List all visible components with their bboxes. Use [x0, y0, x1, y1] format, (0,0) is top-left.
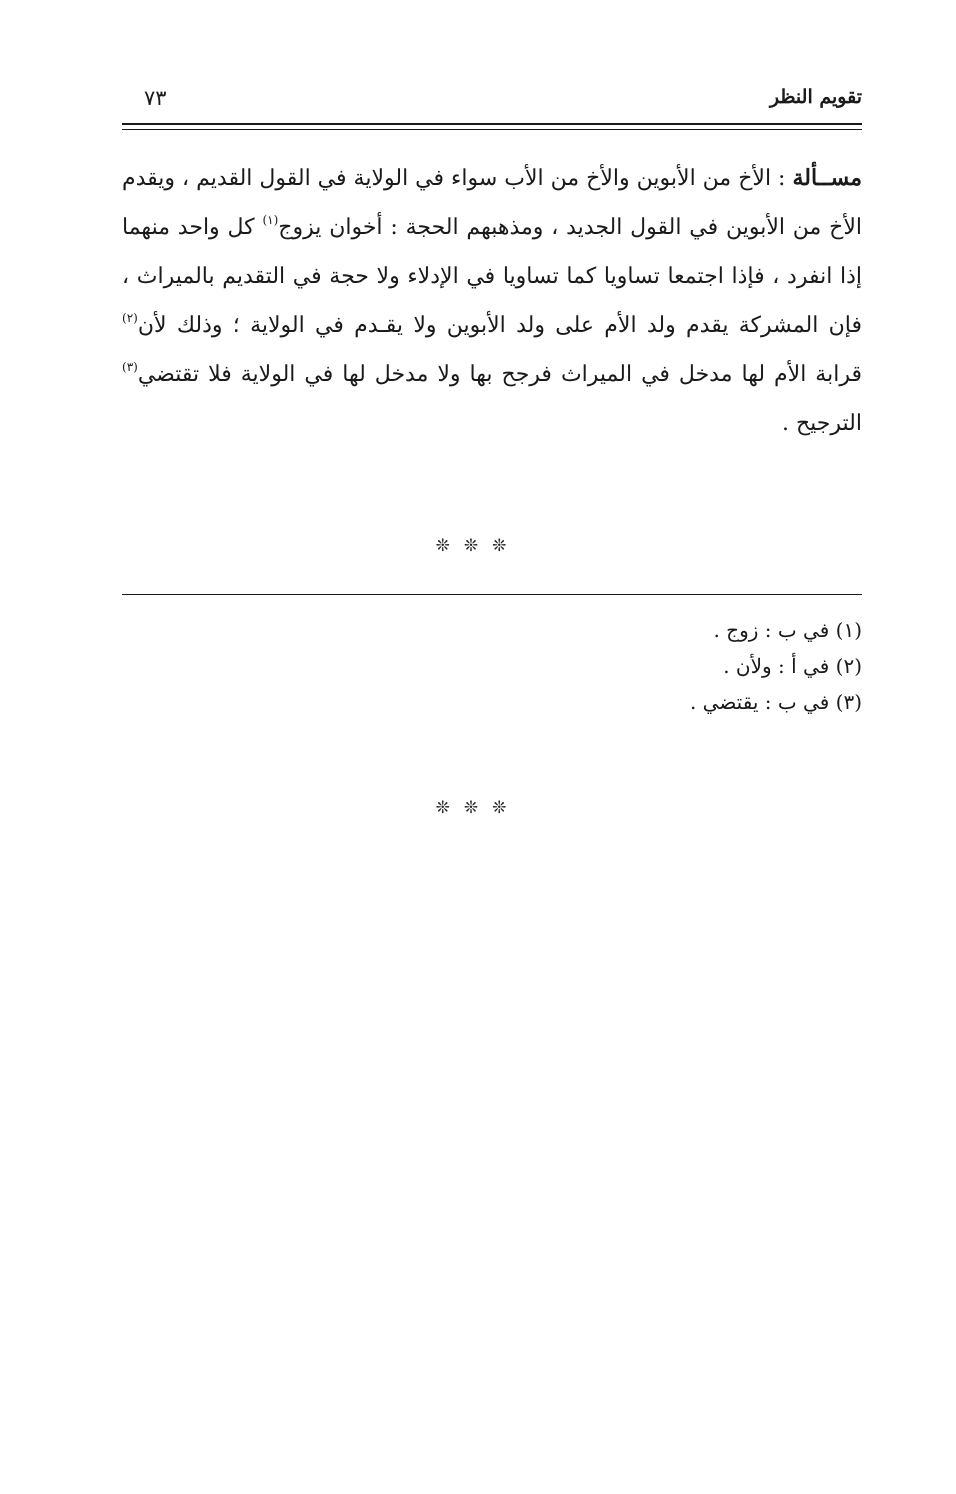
- footnotes-list: [122, 612, 862, 720]
- page-header: [122, 84, 862, 118]
- footnote-ref-3: (٣): [122, 360, 138, 374]
- footnote-ref-2: (٢): [122, 311, 138, 325]
- paragraph-segment: قرابة الأم لها مدخل في الميراث فرجح بها ولا مدخل لها في الولاية فلا تقتضي: [137, 362, 862, 387]
- header-rule-thick: [122, 123, 862, 125]
- footnote-2: (٢) في أ : ولأن .: [723, 654, 862, 678]
- paragraph-segment: الترجيح .: [781, 411, 862, 436]
- footnote-1: (١) في ب : زوج .: [713, 618, 862, 642]
- footnote-3: (٣) في ب : يقتضي .: [689, 690, 862, 714]
- main-paragraph: [122, 154, 862, 448]
- footnote-separator: [122, 594, 862, 595]
- end-ornament: ❊❊❊: [435, 798, 521, 818]
- header-rule-thin: [122, 129, 862, 130]
- paragraph-segment: كل واحد منهما إذا انفرد ، فإذا اجتمعا تساويا كما تساويا في الإدلاء ولا حجة في التقديم بالميراث ، فإن المشركة يقدم ولد الأم على ولد الأبوين ولا يقـدم في الولاية ؛ وذلك لأن: [122, 215, 862, 338]
- paragraph-segment: : الأخ من الأبوين والأخ من الأب سواء في الولاية في القول القديم ، ويقدم الأخ من الأبوين في القول الجديد ، ومذهبهم الحجة : أخوان يزوج: [122, 166, 863, 240]
- issue-heading: مســألة: [792, 165, 862, 191]
- section-ornament: ❊❊❊: [435, 536, 521, 556]
- running-title: تقويم النظر: [769, 86, 862, 108]
- footnote-ref-1: (١): [262, 213, 279, 227]
- page-number: ٧٣: [144, 86, 167, 110]
